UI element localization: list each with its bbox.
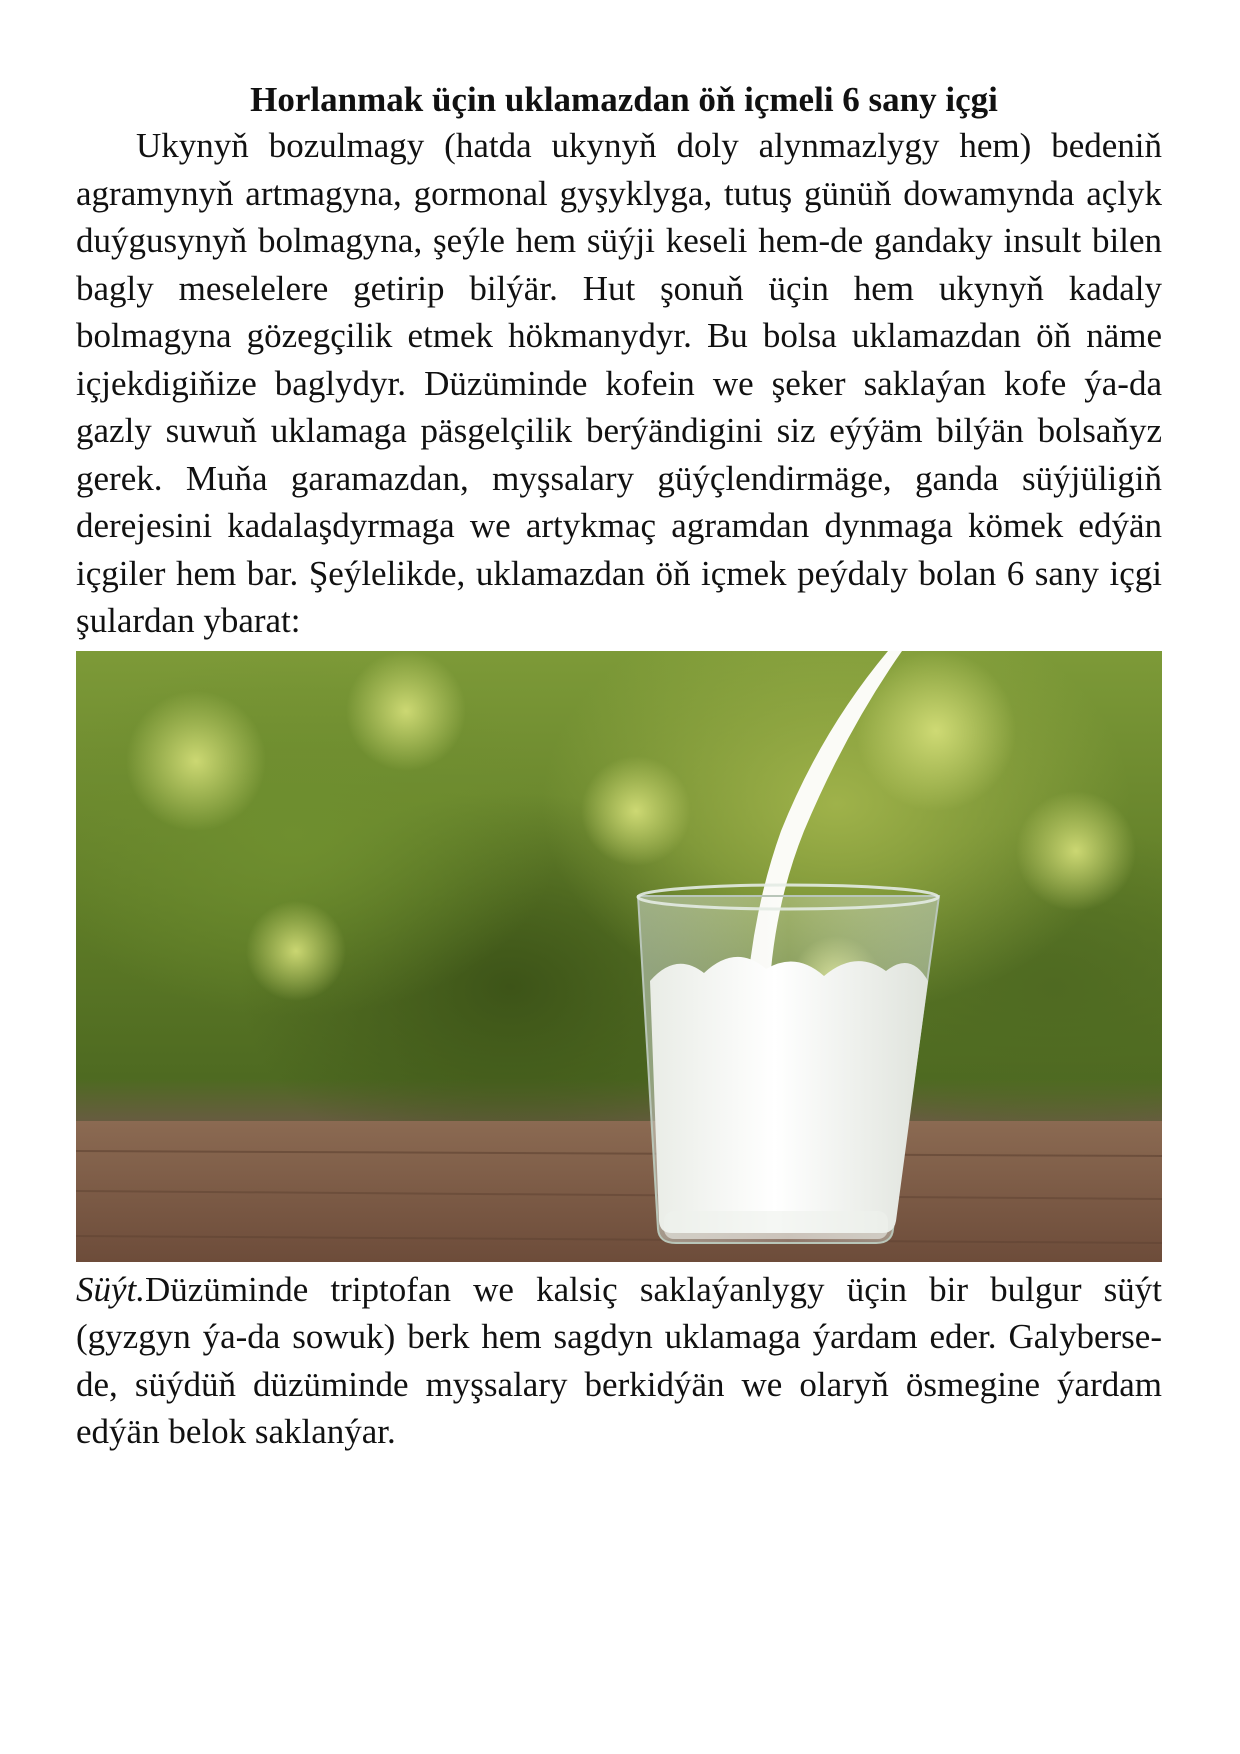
milk-glass-illustration — [76, 651, 1162, 1262]
milk-item-name: Süýt. — [76, 1269, 146, 1309]
milk-paragraph — [76, 1266, 1162, 1456]
article-title: Horlanmak üçin uklamazdan öň içmeli 6 sany içgi — [250, 80, 998, 119]
intro-paragraph: Ukynyň bozulmagy (hatda ukynyň doly alynmazlygy hem) bedeniň agramynyň artmagyna, gormonal gyşyklyga, tutuş günüň dowamynda açlyk duýgusynyň bolmagyna, şeýle hem süýji keseli hem-de gandaky insult bilen bagly meselelere getirip bilýär. Hut şonuň üçin hem ukynyň kadaly bolmagyna gözegçilik etmek hökmanydyr. Bu bolsa uklamazdan öň näme içjekdigiňize baglydyr. Düzüminde kofein we şeker saklaýan kofe ýa-da gazly suwuň uklamaga päsgelçilik berýändigini siz eýýäm bilýän bolsaňyz gerek. Muňa garamazdan, myşsalary güýçlendirmäge, ganda süýjüligiň derejesini kadalaşdyrmaga we artykmaç agramdan dynmaga kömek edýän içgiler hem bar. Şeýlelikde, uklamazdan öň içmek peýdaly bolan 6 sany içgi şulardan ybarat: — [76, 126, 1162, 640]
milk-item-text: Düzüminde triptofan we kalsiç saklaýanlygy üçin bir bulgur süýt (gyzgyn ýa-da sowuk) berk hem sagdyn uklamaga ýardam eder. Galyberse-de, süýdüň düzüminde myşsalary berkidýän we olaryň ösmegine ýardam edýän belok saklanýar. — [76, 1269, 1162, 1451]
document-page — [76, 78, 1162, 1456]
milk-glass-photo — [76, 651, 1162, 1262]
